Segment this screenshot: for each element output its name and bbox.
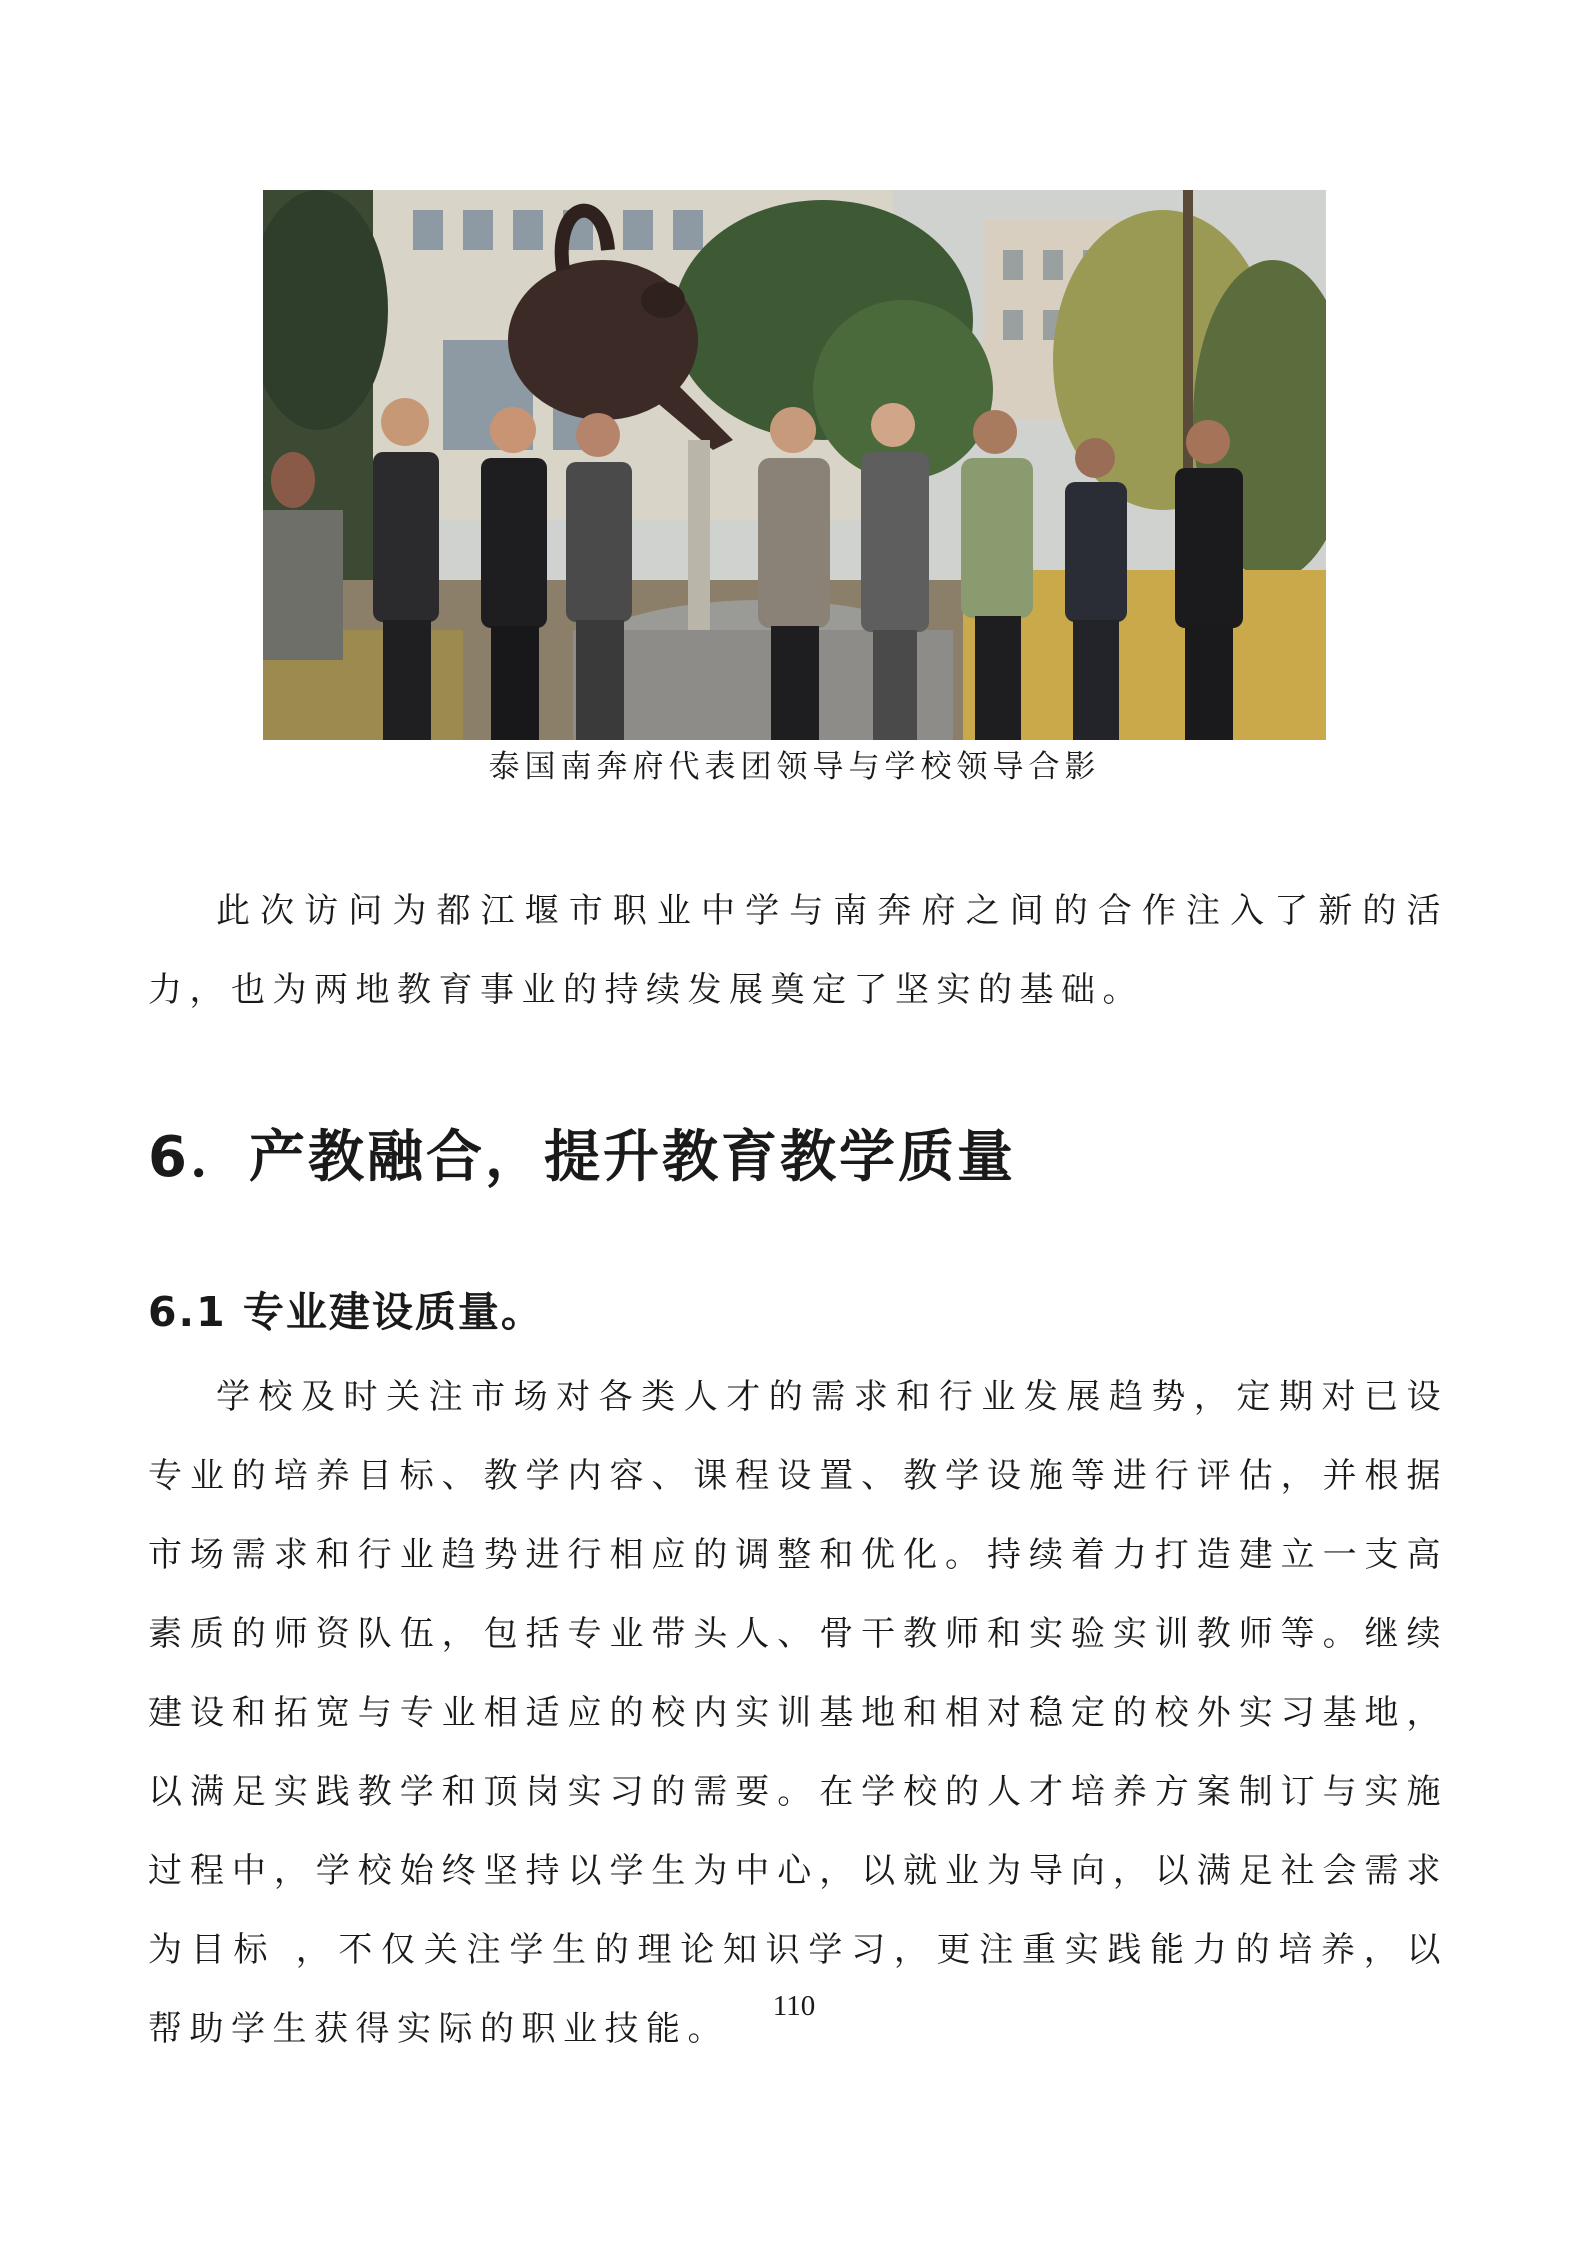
section-paragraph bbox=[148, 1358, 1448, 2069]
section-paragraph-text: 学校及时关注市场对各类人才的需求和行业发展趋势，定期对已设专业的培养目标、教学内容、课程设置、教学设施等进行评估，并根据市场需求和行业趋势进行相应的调整和优化。持续着力打造建立一支高素质的师资队伍，包括专业带头人、骨干教师和实验实训教师等。继续建设和拓宽与专业相适应的校内实训基地和相对稳定的校外实习基地，以满足实践教学和顶岗实习的需要。在学校的人才培养方案制订与实施过程中，学校始终坚持以学生为中心，以就业为导向，以满足社会需求为目标 ，不仅关注学生的理论知识学习，更注重实践能力的培养，以帮助学生获得实际的职业技能。 bbox=[148, 1377, 1448, 2049]
intro-paragraph-text: 此次访问为都江堰市职业中学与南奔府之间的合作注入了新的活力，也为两地教育事业的持续发展奠定了坚实的基础。 bbox=[148, 891, 1448, 1010]
page-number: 110 bbox=[772, 1990, 816, 2022]
intro-paragraph bbox=[148, 872, 1448, 1030]
group-photo-illustration bbox=[263, 190, 1326, 740]
section-heading: 6．产教融合，提升教育教学质量 bbox=[148, 1125, 1016, 1190]
photo-caption: 泰国南奔府代表团领导与学校领导合影 bbox=[488, 749, 1101, 785]
subsection-heading: 6.1 专业建设质量。 bbox=[148, 1288, 544, 1336]
group-photo bbox=[263, 190, 1326, 740]
